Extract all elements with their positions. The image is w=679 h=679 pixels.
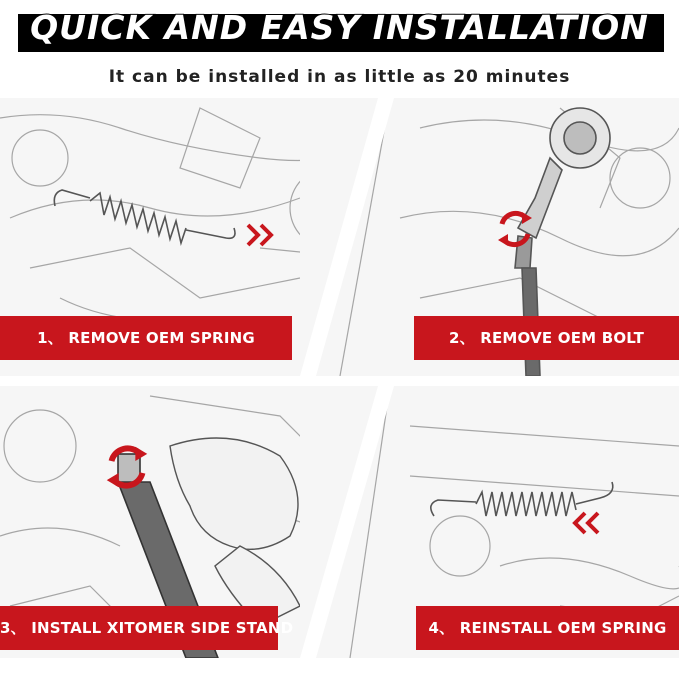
step-label-4: 4、 REINSTALL OEM SPRING: [416, 606, 679, 650]
step-label-3: 3、 INSTALL XITOMER SIDE STAND: [0, 606, 278, 650]
step-label-1: 1、 REMOVE OEM SPRING: [0, 316, 292, 360]
page-title: QUICK AND EASY INSTALLATION: [30, 8, 649, 47]
step-label-2: 2、 REMOVE OEM BOLT: [414, 316, 679, 360]
page-subtitle: It can be installed in as little as 20 minutes: [108, 67, 571, 87]
